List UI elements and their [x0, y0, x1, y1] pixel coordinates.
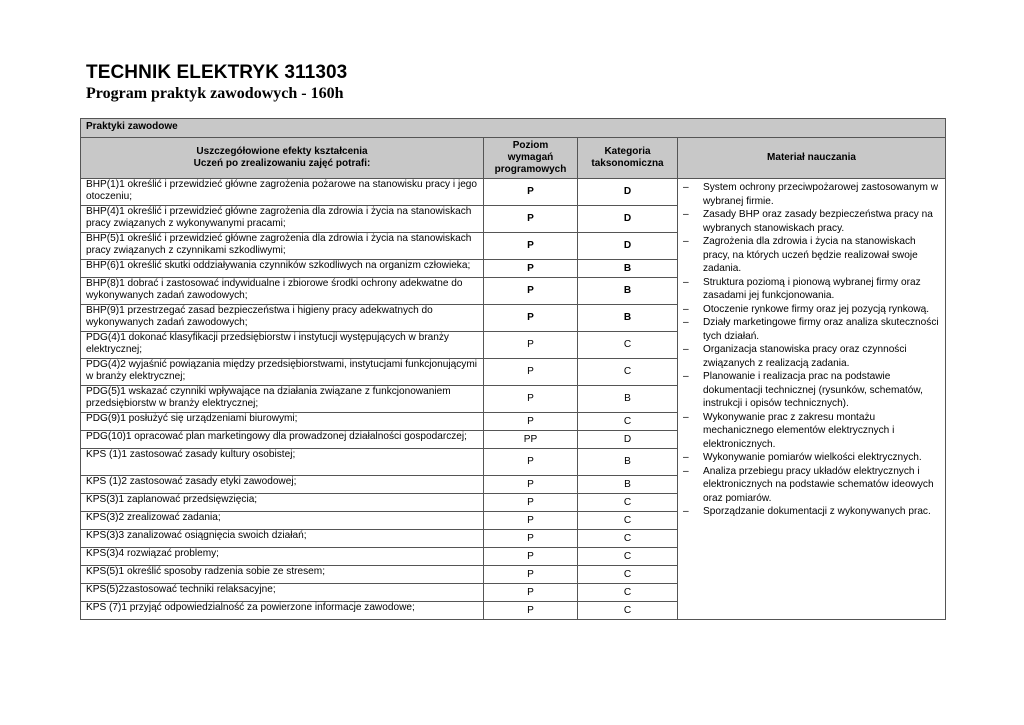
- level-cell: P: [484, 359, 578, 386]
- material-item: – Struktura poziomą i pionową wybranej firmy oraz zasadami jej funkcjonowania.: [680, 276, 939, 303]
- material-item: – Zagrożenia dla zdrowia i życia na stanowiskach pracy, na których uczeń będzie realizował swoje zadania.: [680, 235, 939, 276]
- effect-text: BHP(5)1 określić i przewidzieć główne zagrożenia dla zdrowia i życia na stanowiskach pracy związanych z czynnikami szkodliwymi;: [81, 233, 484, 260]
- effect-text: PDG(4)2 wyjaśnić powiązania między przedsiębiorstwami, instytucjami funkcjonującymi w branży elektrycznej;: [81, 359, 484, 386]
- category-cell: C: [578, 332, 678, 359]
- material-item: – Planowanie i realizacja prac na podstawie dokumentacji technicznej (rysunków, schematów, instrukcji i opisów technicznych).: [680, 370, 939, 411]
- effect-text: PDG(4)1 dokonać klasyfikacji przedsiębiorstw i instytucji występujących w branży elektrycznej;: [81, 332, 484, 359]
- category-cell: B: [578, 278, 678, 305]
- effect-text: KPS(3)3 zanalizować osiągnięcia swoich działań;: [81, 530, 484, 548]
- level-cell: P: [484, 413, 578, 431]
- material-item: – Działy marketingowe firmy oraz analiza skuteczności tych działań.: [680, 316, 939, 343]
- category-cell: C: [578, 566, 678, 584]
- table-header: [81, 138, 946, 179]
- header-material: Materiał nauczania: [678, 138, 946, 179]
- level-cell: P: [484, 566, 578, 584]
- category-cell: C: [578, 530, 678, 548]
- material-item: – Organizacja stanowiska pracy oraz czynności związanych z realizacją zadania.: [680, 343, 939, 370]
- header-effects: [81, 138, 484, 179]
- header-category: Kategoria taksonomiczna: [578, 138, 678, 179]
- level-cell: P: [484, 179, 578, 206]
- effect-text: KPS (7)1 przyjąć odpowiedzialność za powierzone informacje zawodowe;: [81, 602, 484, 620]
- category-cell: C: [578, 512, 678, 530]
- category-cell: D: [578, 431, 678, 449]
- level-cell: P: [484, 476, 578, 494]
- category-cell: C: [578, 548, 678, 566]
- effect-text: KPS(3)2 zrealizować zadania;: [81, 512, 484, 530]
- category-cell: C: [578, 413, 678, 431]
- level-cell: P: [484, 548, 578, 566]
- effect-text: BHP(1)1 określić i przewidzieć główne zagrożenia pożarowe na stanowisku pracy i jego otoczeniu;: [81, 179, 484, 206]
- level-cell: P: [484, 386, 578, 413]
- category-cell: C: [578, 494, 678, 512]
- level-cell: P: [484, 305, 578, 332]
- level-cell: P: [484, 233, 578, 260]
- header-effects-line2: Uczeń po zrealizowaniu zajęć potrafi:: [193, 158, 371, 169]
- effect-text: BHP(6)1 określić skutki oddziaływania czynników szkodliwych na organizm człowieka;: [81, 260, 484, 278]
- level-cell: P: [484, 602, 578, 620]
- level-cell: P: [484, 332, 578, 359]
- table-row: [81, 179, 946, 206]
- table-body: [81, 179, 946, 620]
- header-level: Poziom wymagań programowych: [484, 138, 578, 179]
- effect-text: BHP(9)1 przestrzegać zasad bezpieczeństwa i higieny pracy adekwatnych do wykonywanych zadań zawodowych;: [81, 305, 484, 332]
- level-cell: PP: [484, 431, 578, 449]
- material-item: – Analiza przebiegu pracy układów elektrycznych i elektronicznych na podstawie schematów ideowych oraz pomiarów.: [680, 465, 939, 506]
- effect-text: KPS(3)4 rozwiązać problemy;: [81, 548, 484, 566]
- category-cell: D: [578, 233, 678, 260]
- section-title: Praktyki zawodowe: [81, 119, 946, 138]
- material-item: – Otoczenie rynkowe firmy oraz jej pozycją rynkową.: [680, 303, 939, 317]
- document-subtitle: Program praktyk zawodowych - 160h: [86, 85, 344, 102]
- material-item: – Sporządzanie dokumentacji z wykonywanych prac.: [680, 505, 939, 519]
- material-item: – Wykonywanie prac z zakresu montażu mechanicznego elementów elektrycznych i elektronicznych.: [680, 411, 939, 452]
- effect-text: KPS(5)1 określić sposoby radzenia sobie ze stresem;: [81, 566, 484, 584]
- effect-text: PDG(10)1 opracować plan marketingowy dla prowadzonej działalności gospodarczej;: [81, 431, 484, 449]
- level-cell: P: [484, 206, 578, 233]
- level-cell: P: [484, 584, 578, 602]
- category-cell: B: [578, 476, 678, 494]
- effect-text: KPS (1)2 zastosować zasady etyki zawodowej;: [81, 476, 484, 494]
- effect-text: PDG(5)1 wskazać czynniki wpływające na działania związane z funkcjonowaniem przedsiębiorstw w branży elektrycznej;: [81, 386, 484, 413]
- effect-text: KPS(5)2zastosować techniki relaksacyjne;: [81, 584, 484, 602]
- category-cell: C: [578, 602, 678, 620]
- level-cell: P: [484, 494, 578, 512]
- header-effects-line1: Uszczegółowione efekty kształcenia: [196, 146, 368, 157]
- level-cell: P: [484, 512, 578, 530]
- category-cell: B: [578, 449, 678, 476]
- document-title: TECHNIK ELEKTRYK 311303: [86, 62, 348, 83]
- practice-program-table: [80, 118, 946, 620]
- category-cell: B: [578, 305, 678, 332]
- level-cell: P: [484, 449, 578, 476]
- effect-text: BHP(4)1 określić i przewidzieć główne zagrożenia dla zdrowia i życia na stanowiskach pracy związanych z wykonywanymi pracami;: [81, 206, 484, 233]
- section-row: [81, 119, 946, 138]
- category-cell: B: [578, 260, 678, 278]
- category-cell: B: [578, 386, 678, 413]
- material-item: – Zasady BHP oraz zasady bezpieczeństwa pracy na wybranych stanowiskach pracy.: [680, 208, 939, 235]
- level-cell: P: [484, 530, 578, 548]
- category-cell: C: [578, 584, 678, 602]
- material-item: – Wykonywanie pomiarów wielkości elektrycznych.: [680, 451, 939, 465]
- category-cell: C: [578, 359, 678, 386]
- category-cell: D: [578, 179, 678, 206]
- effect-text: PDG(9)1 posłużyć się urządzeniami biurowymi;: [81, 413, 484, 431]
- level-cell: P: [484, 278, 578, 305]
- effect-text: KPS (1)1 zastosować zasady kultury osobistej;: [81, 449, 484, 476]
- material-list: [680, 181, 939, 519]
- material-cell: [678, 179, 946, 620]
- effect-text: KPS(3)1 zaplanować przedsięwzięcia;: [81, 494, 484, 512]
- material-item: – System ochrony przeciwpożarowej zastosowanym w wybranej firmie.: [680, 181, 939, 208]
- category-cell: D: [578, 206, 678, 233]
- level-cell: P: [484, 260, 578, 278]
- effect-text: BHP(8)1 dobrać i zastosować indywidualne i zbiorowe środki ochrony adekwatne do wykonywanych zadań zawodowych;: [81, 278, 484, 305]
